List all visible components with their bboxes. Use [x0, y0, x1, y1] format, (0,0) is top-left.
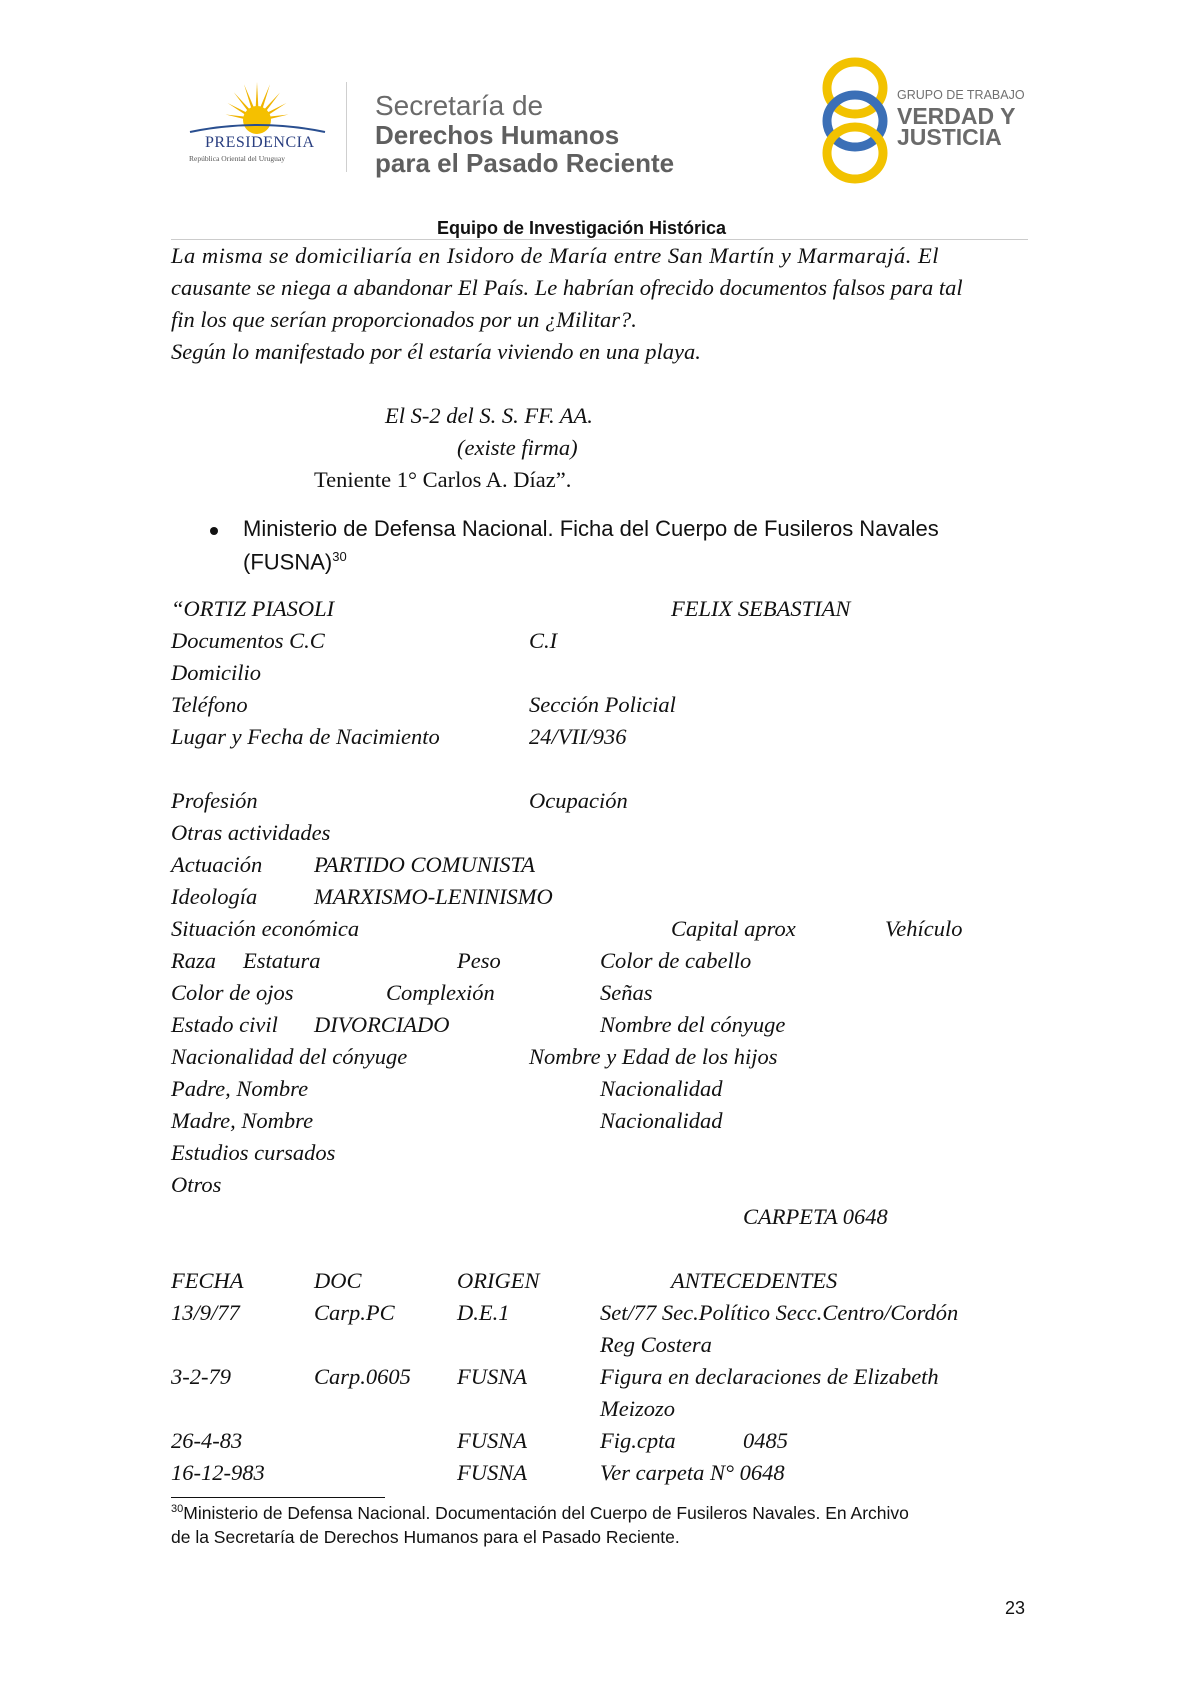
- bullet-dot-icon: [210, 527, 218, 535]
- bullet-line-1: Ministerio de Defensa Nacional. Ficha del Cuerpo de Fusileros Navales: [243, 516, 939, 541]
- table-row-1-origen: D.E.1: [457, 1300, 510, 1325]
- ficha-documentos: Documentos C.C: [171, 628, 325, 653]
- ficha-telefono: Teléfono: [171, 692, 248, 717]
- table-row-2-fecha: 3-2-79: [171, 1364, 231, 1389]
- table-header-fecha: FECHA: [171, 1268, 244, 1293]
- table-header-doc: DOC: [314, 1268, 362, 1293]
- table-row-2-ant: Figura en declaraciones de Elizabeth: [600, 1364, 939, 1389]
- footnote-line-1: [171, 1503, 909, 1524]
- ficha-peso: Peso: [457, 948, 501, 973]
- intro-line-1: La misma se domiciliaría en Isidoro de María entre San Martín y Marmarajá. El: [171, 243, 940, 268]
- signature-note: (existe firma): [457, 435, 578, 460]
- ficha-madre: Madre, Nombre: [171, 1108, 314, 1133]
- intro-line-3: fin los que serían proporcionados por un ¿Militar?.: [171, 307, 637, 332]
- ficha-ideologia-val: MARXISMO-LENINISMO: [314, 884, 553, 909]
- ficha-nombre-conyuge: Nombre del cónyuge: [600, 1012, 786, 1037]
- table-row-3-ant: Fig.cpta: [600, 1428, 676, 1453]
- secretaria-line3: para el Pasado Reciente: [375, 148, 675, 178]
- verdad-justicia-rings-icon: [820, 55, 890, 185]
- bullet-line-2: [243, 549, 347, 575]
- footnote-line-2: de la Secretaría de Derechos Humanos para el Pasado Reciente.: [171, 1527, 680, 1547]
- team-title: Equipo de Investigación Histórica: [437, 218, 727, 238]
- presidencia-logo: [185, 78, 330, 168]
- footnote-text-1: Ministerio de Defensa Nacional. Documentación del Cuerpo de Fusileros Navales. En Archivo: [183, 1503, 909, 1523]
- intro-line-4: Según lo manifestado por él estaría viviendo en una playa.: [171, 339, 701, 364]
- footnote-rule: [171, 1497, 385, 1498]
- ficha-complexion: Complexión: [386, 980, 495, 1005]
- vj-line1: GRUPO DE TRABAJO: [897, 88, 1025, 102]
- table-row-3-ant-num: 0485: [743, 1428, 788, 1453]
- ficha-profesion: Profesión: [171, 788, 258, 813]
- vj-line2: VERDAD Y: [897, 103, 1016, 129]
- table-header-origen: ORIGEN: [457, 1268, 540, 1293]
- ficha-situacion: Situación económica: [171, 916, 360, 941]
- logo-divider: [346, 82, 347, 172]
- ficha-carpeta: CARPETA 0648: [743, 1204, 888, 1229]
- presidencia-sublabel: República Oriental del Uruguay: [189, 154, 286, 163]
- ficha-estado-civil: Estado civil: [171, 1012, 278, 1037]
- table-row-4-ant: Ver carpeta N° 0648: [600, 1460, 785, 1485]
- ficha-hijos: Nombre y Edad de los hijos: [529, 1044, 778, 1069]
- signature-name: Teniente 1° Carlos A. Díaz”.: [314, 467, 572, 492]
- secretaria-line2: Derechos Humanos: [375, 120, 620, 150]
- ficha-estudios: Estudios cursados: [171, 1140, 336, 1165]
- footnote-ref: 30: [332, 549, 347, 564]
- ficha-vehiculo: Vehículo: [885, 916, 963, 941]
- table-header-antecedentes: ANTECEDENTES: [671, 1268, 838, 1293]
- table-row-1-ant: Set/77 Sec.Político Secc.Centro/Cordón: [600, 1300, 959, 1325]
- ficha-seccion: Sección Policial: [529, 692, 676, 717]
- ficha-cabello: Color de cabello: [600, 948, 752, 973]
- ficha-domicilio: Domicilio: [171, 660, 261, 685]
- ficha-ocupacion: Ocupación: [529, 788, 628, 813]
- ficha-lugar-fecha: Lugar y Fecha de Nacimiento: [171, 724, 440, 749]
- ficha-padre-nac: Nacionalidad: [600, 1076, 723, 1101]
- vj-line3: JUSTICIA: [897, 124, 1002, 150]
- presidencia-label: PRESIDENCIA: [205, 134, 315, 151]
- table-row-1-ant-cont: Reg Costera: [600, 1332, 712, 1357]
- ficha-actuacion-val: PARTIDO COMUNISTA: [314, 852, 536, 877]
- intro-line-2: causante se niega a abandonar El País. Le habrían ofrecido documentos falsos para tal: [171, 275, 963, 300]
- ficha-ci: C.I: [529, 628, 558, 653]
- table-row-3-fecha: 26-4-83: [171, 1428, 243, 1453]
- sun-icon: [185, 78, 330, 138]
- ficha-otros: Otros: [171, 1172, 222, 1197]
- bullet-fusna: (FUSNA): [243, 549, 333, 575]
- table-row-2-ant-cont: Meizozo: [600, 1396, 675, 1421]
- table-row-2-doc: Carp.0605: [314, 1364, 411, 1389]
- table-row-1-fecha: 13/9/77: [171, 1300, 240, 1325]
- ficha-nac-conyuge: Nacionalidad del cónyuge: [171, 1044, 408, 1069]
- table-row-4-fecha: 16-12-983: [171, 1460, 265, 1485]
- ficha-ideologia: Ideología: [171, 884, 258, 909]
- ficha-raza: Raza: [171, 948, 216, 973]
- footnote-number: 30: [171, 1503, 184, 1516]
- table-row-3-origen: FUSNA: [457, 1428, 527, 1453]
- ficha-padre: Padre, Nombre: [171, 1076, 309, 1101]
- ficha-estatura: Estatura: [243, 948, 321, 973]
- page-number: 23: [1005, 1598, 1026, 1618]
- ficha-senas: Señas: [600, 980, 653, 1005]
- ficha-otras: Otras actividades: [171, 820, 331, 845]
- ficha-estado-civil-val: DIVORCIADO: [314, 1012, 450, 1037]
- ficha-actuacion: Actuación: [171, 852, 263, 877]
- table-row-2-origen: FUSNA: [457, 1364, 527, 1389]
- table-row-1-doc: Carp.PC: [314, 1300, 395, 1325]
- secretaria-line1: Secretaría de: [375, 90, 544, 121]
- table-row-4-origen: FUSNA: [457, 1460, 527, 1485]
- ficha-name-last: “ORTIZ PIASOLI: [171, 596, 335, 621]
- header-rule: [171, 239, 1028, 240]
- ficha-capital: Capital aprox: [671, 916, 796, 941]
- signature-unit: El S-2 del S. S. FF. AA.: [385, 403, 593, 428]
- ficha-madre-nac: Nacionalidad: [600, 1108, 723, 1133]
- ficha-fecha-nac: 24/VII/936: [529, 724, 627, 749]
- ficha-name-first: FELIX SEBASTIAN: [671, 596, 851, 621]
- ficha-ojos: Color de ojos: [171, 980, 294, 1005]
